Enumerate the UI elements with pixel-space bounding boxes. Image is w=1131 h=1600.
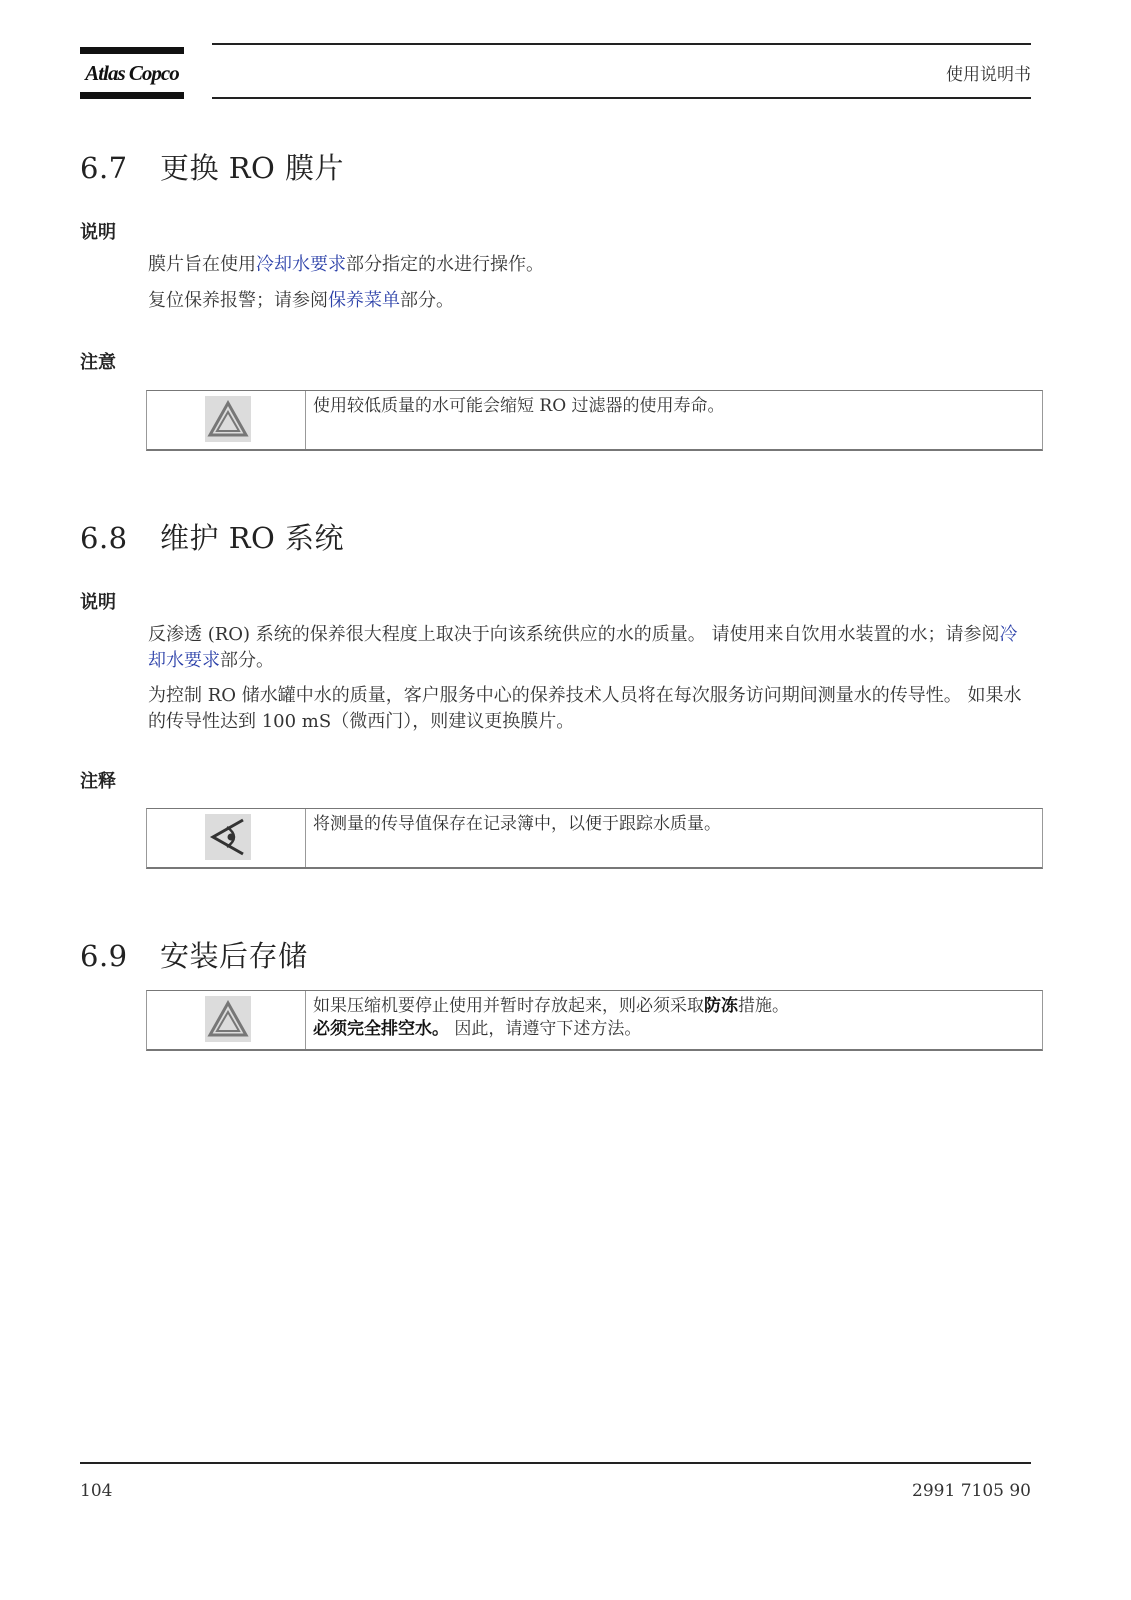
text: 部分。	[220, 650, 274, 671]
warning-triangle-icon	[205, 996, 251, 1042]
logo-bar-top	[80, 47, 184, 54]
subheading-description: 说明	[80, 222, 116, 243]
document-number: 2991 7105 90	[912, 1481, 1031, 1501]
text: 因此，请遵守下述方法。	[449, 1019, 642, 1039]
section-6-7-title	[80, 146, 344, 187]
text-bold: 防冻	[704, 996, 738, 1016]
link-cooling-water-requirements[interactable]: 冷却水要求	[256, 254, 346, 275]
text: 措施。	[738, 996, 789, 1016]
warning-triangle-icon	[205, 396, 251, 442]
header-rule-top	[212, 43, 1031, 45]
section-number: 6.7	[80, 151, 128, 185]
logo-bar-bottom	[80, 92, 184, 99]
subheading-note: 注释	[80, 771, 116, 792]
subheading-caution: 注意	[80, 352, 116, 373]
section-heading: 维护 RO 系统	[160, 521, 345, 555]
storage-caution-box	[146, 990, 1043, 1051]
note-box	[146, 808, 1043, 869]
section-6-8-title	[80, 516, 344, 557]
section-number: 6.8	[80, 521, 128, 555]
note-text: 将测量的传导值保存在记录簿中，以便于跟踪水质量。	[313, 814, 721, 834]
text: 如果压缩机要停止使用并暂时存放起来，则必须采取	[313, 996, 704, 1016]
section-6-9-title	[80, 934, 308, 975]
paragraph	[148, 622, 1033, 674]
document-type: 使用说明书	[946, 65, 1031, 85]
caution-text: 使用较低质量的水可能会缩短 RO 过滤器的使用寿命。	[313, 396, 725, 416]
storage-caution-text	[313, 995, 1032, 1041]
section-heading: 安装后存储	[160, 939, 308, 973]
caution-box	[146, 390, 1043, 451]
eye-note-icon	[205, 814, 251, 860]
text: 部分。	[400, 290, 454, 311]
icon-cell	[147, 809, 306, 867]
logo-text: Atlas Copco	[85, 61, 179, 85]
page-number: 104	[80, 1481, 113, 1501]
subheading-description: 说明	[80, 592, 116, 613]
header-rule-bottom	[212, 97, 1031, 99]
link-service-menu[interactable]: 保养菜单	[328, 290, 400, 311]
atlas-copco-logo	[80, 47, 184, 99]
section-number: 6.9	[80, 939, 128, 973]
text: 反渗透 (RO) 系统的保养很大程度上取决于向该系统供应的水的质量。 请使用来自饮用水装置的水；请参阅	[148, 624, 1000, 645]
section-heading: 更换 RO 膜片	[160, 151, 345, 185]
text: 部分指定的水进行操作。	[346, 254, 544, 275]
text-bold: 必须完全排空水。	[313, 1019, 449, 1039]
text: 膜片旨在使用	[148, 254, 256, 275]
paragraph: 为控制 RO 储水罐中水的质量，客户服务中心的保养技术人员将在每次服务访问期间测量水的传导性。 如果水的传导性达到 100 mS（微西门），则建议更换膜片。	[148, 685, 1022, 732]
paragraph	[148, 252, 1033, 278]
paragraph	[148, 288, 1033, 314]
icon-cell	[147, 991, 306, 1049]
icon-cell	[147, 391, 306, 449]
link-cooling-water-requirements[interactable]: 冷却水要求	[148, 624, 1018, 671]
footer-rule	[80, 1462, 1031, 1464]
text: 复位保养报警；请参阅	[148, 290, 328, 311]
